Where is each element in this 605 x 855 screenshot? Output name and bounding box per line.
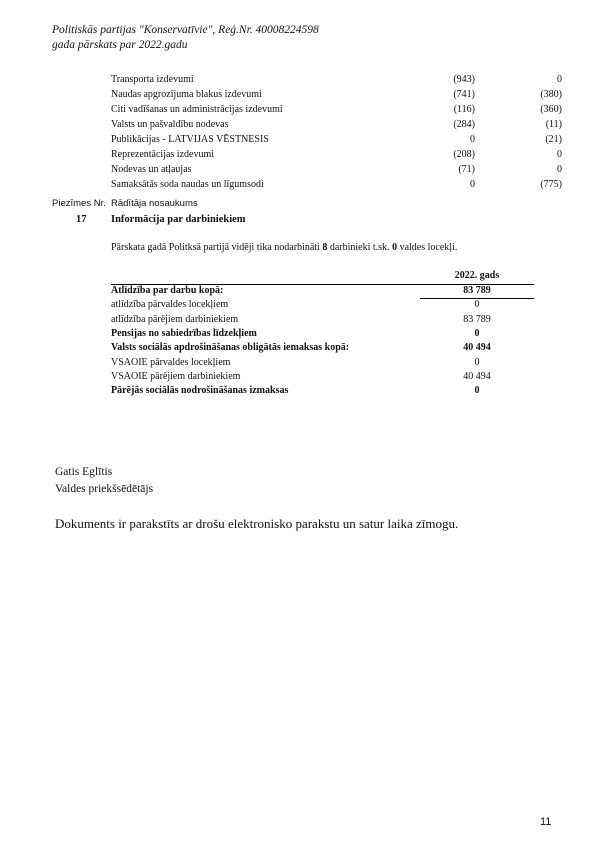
page-number: 11 — [540, 816, 552, 828]
salary-label: atlīdzība pārvaldes locekļiem — [111, 299, 229, 311]
electronic-signature-statement: Dokuments ir parakstīts ar drošu elektronisko parakstu un satur laika zīmogu. — [55, 516, 459, 531]
salary-value: 83 789 — [463, 285, 491, 296]
expense-row — [0, 117, 605, 132]
salary-row — [0, 341, 605, 355]
signatory-name: Gatis Eglītis — [55, 466, 113, 478]
employees-paragraph — [111, 242, 457, 253]
notes-number-column-header: Piezīmes Nr. — [52, 198, 106, 209]
salary-label: Pensijas no sabiedrības līdzekļiem — [111, 327, 257, 339]
signatory-position: Valdes priekšsēdētājs — [55, 483, 154, 495]
expense-row — [0, 132, 605, 147]
salary-row — [0, 384, 605, 398]
section-number: 17 — [76, 214, 87, 225]
expense-row — [0, 177, 605, 192]
expense-label: Transporta izdevumi — [111, 74, 194, 85]
salary-row — [0, 313, 605, 327]
salary-value: 40 494 — [463, 342, 491, 354]
year-column-header: 2022. gads — [454, 270, 500, 281]
expense-row — [0, 147, 605, 162]
salary-row — [0, 298, 605, 312]
expense-row — [0, 72, 605, 87]
paragraph-text-end: valdes locekļi. — [397, 242, 458, 253]
expense-label: Publikācijas - LATVIJAS VĒSTNESIS — [111, 134, 269, 145]
expense-value-2021: 0 — [557, 149, 562, 160]
salary-label: Atlīdzība par darbu kopā: — [111, 285, 224, 296]
expense-value-2021: (21) — [545, 134, 562, 145]
expense-value-2022: (208) — [453, 149, 475, 160]
salary-label: Pārējās sociālās nodrošināšanas izmaksas — [111, 385, 289, 397]
salary-row — [0, 356, 605, 370]
expense-value-2022: (71) — [458, 164, 475, 175]
salary-value: 40 494 — [463, 370, 491, 382]
paragraph-text-middle: darbinieki t.sk. — [327, 242, 393, 253]
salary-value: 83 789 — [463, 313, 491, 325]
document-header-title: Politiskās partijas "Konservatīvie", Reģ.Nr. 40008224598 — [52, 24, 319, 36]
expense-value-2021: 0 — [557, 74, 562, 85]
total-underline-rule — [420, 298, 534, 299]
salary-row — [0, 327, 605, 341]
salary-value: 0 — [474, 299, 480, 311]
salary-label: VSAOIE pārējiem darbiniekiem — [111, 370, 241, 382]
expense-value-2022: (284) — [453, 119, 475, 130]
expense-value-2022: 0 — [470, 134, 475, 145]
expense-row — [0, 162, 605, 177]
expense-label: Valsts un pašvaldību nodevas — [111, 119, 229, 130]
paragraph-text-start: Pārskata gadā Politksā partijā vidēji tika nodarbināti — [111, 242, 323, 253]
expense-label: Naudas apgrozījuma blakus izdevumi — [111, 89, 262, 100]
expense-row — [0, 102, 605, 117]
board-member-count: 0 — [392, 242, 398, 253]
expense-value-2022: (741) — [453, 89, 475, 100]
expense-value-2021: (11) — [545, 119, 562, 130]
expense-value-2022: (116) — [453, 104, 475, 115]
salary-label: Valsts sociālās apdrošināšanas obligātās iemaksas kopā: — [111, 342, 350, 354]
expense-value-2021: 0 — [557, 164, 562, 175]
employee-count: 8 — [322, 242, 328, 253]
salary-row — [0, 284, 605, 298]
expense-row — [0, 87, 605, 102]
salary-row — [0, 370, 605, 384]
expense-label: Citi vadīšanas un administrācijas izdevumi — [111, 104, 283, 115]
expense-value-2022: 0 — [470, 179, 475, 190]
expense-label: Nodevas un atļaujas — [111, 164, 192, 175]
expense-value-2022: (943) — [453, 74, 475, 85]
expense-label: Samaksātās soda naudas un līgumsodi — [111, 179, 264, 190]
salary-value: 0 — [474, 356, 480, 368]
expense-label: Reprezentācijas izdevumi — [111, 149, 215, 160]
salary-label: atlīdzība pārējiem darbiniekiem — [111, 313, 239, 325]
expense-value-2021: (380) — [540, 89, 562, 100]
expense-value-2021: (360) — [540, 104, 562, 115]
salary-value: 0 — [474, 327, 480, 339]
document-header-subtitle: gada pārskats par 2022.gadu — [52, 39, 188, 51]
expense-value-2021: (775) — [540, 179, 562, 190]
salary-label: VSAOIE pārvaldes locekļiem — [111, 356, 231, 368]
section-title: Informācija par darbiniekiem — [111, 214, 246, 225]
salary-value: 0 — [474, 385, 480, 397]
indicator-name-column-header: Rādītāja nosaukums — [111, 198, 198, 209]
